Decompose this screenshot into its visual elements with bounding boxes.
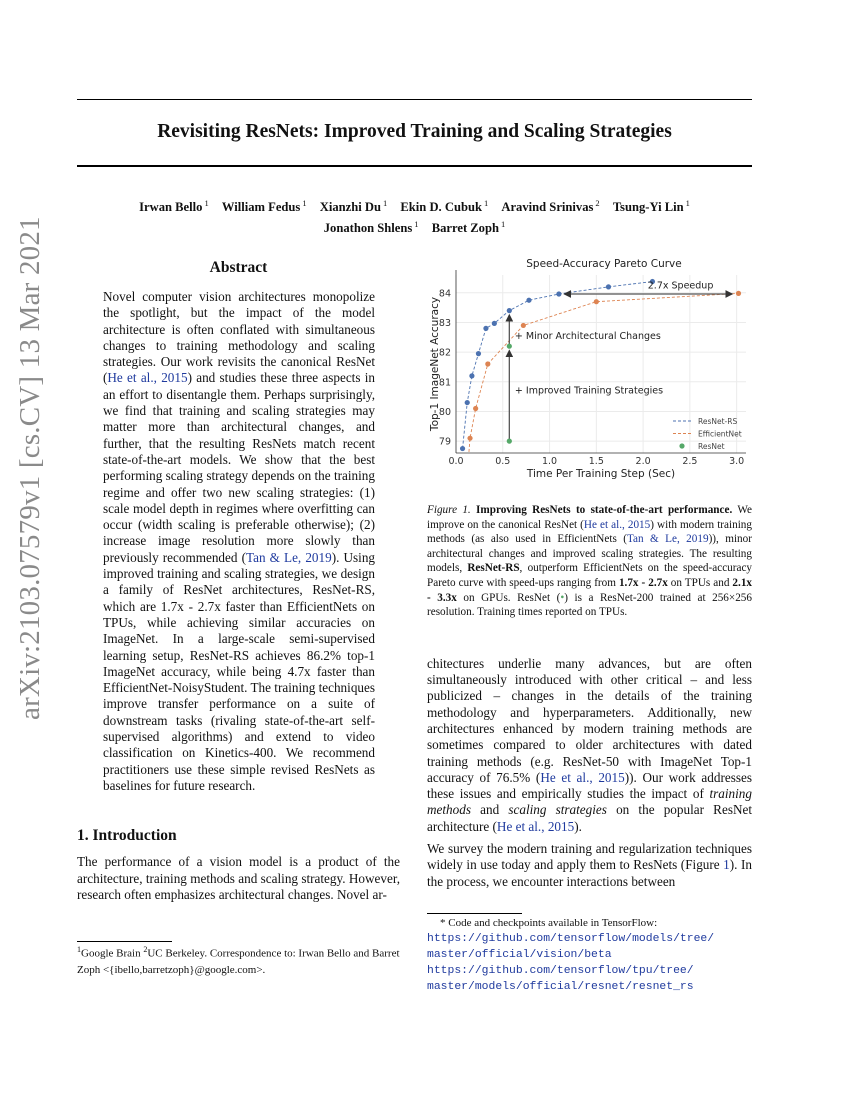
x-tick-label: 1.0 xyxy=(541,456,558,467)
introduction-heading: 1. Introduction xyxy=(77,827,177,845)
data-point-efficientnet xyxy=(594,299,599,304)
author-affiliation: 1 xyxy=(383,198,388,208)
author-affiliation: 1 xyxy=(414,219,419,230)
y-tick-label: 84 xyxy=(438,288,451,300)
data-point-efficientnet xyxy=(467,436,472,441)
author xyxy=(432,221,506,235)
text-segment: , outperform EfficientNets on the speed-accuracy Pareto curve with speed-ups ranging from xyxy=(427,562,752,589)
author-affiliation: 1 xyxy=(685,198,690,208)
abstract-heading: Abstract xyxy=(209,259,268,276)
pareto-chart xyxy=(415,255,760,490)
italic-text: Figure 1. xyxy=(427,504,477,516)
architecture-annotation: + Minor Architectural Changes xyxy=(514,330,661,342)
resnet-marker-symbol: • xyxy=(560,591,565,604)
author-name: Aravind Srinivas xyxy=(501,200,594,215)
author-name: Jonathon Shlens xyxy=(323,221,413,236)
data-point-resnet-rs xyxy=(556,291,561,296)
author xyxy=(320,200,388,214)
data-point-resnet-rs xyxy=(465,400,470,405)
author xyxy=(501,200,599,214)
author-name: Irwan Bello xyxy=(139,200,203,215)
text-segment: on GPUs. ResNet ( xyxy=(456,591,561,604)
code-url-2b[interactable]: master/models/official/resnet/resnet_rs xyxy=(427,981,694,993)
y-tick-label: 82 xyxy=(438,347,451,359)
legend-label: ResNet xyxy=(698,442,725,451)
intro-text-left xyxy=(77,854,400,903)
data-point-efficientnet xyxy=(736,291,741,296)
intro-text-right-p2 xyxy=(427,841,752,890)
author xyxy=(324,221,419,235)
footnote-affiliations xyxy=(77,942,400,978)
footnote-mark: 2 xyxy=(143,945,148,955)
author xyxy=(222,200,307,214)
italic-text: training methods xyxy=(427,786,752,818)
authors-line-1 xyxy=(77,195,752,216)
citation-link[interactable]: Tan & Le, 2019 xyxy=(245,549,332,565)
code-urls xyxy=(427,931,752,995)
text-segment: on the popular ResNet architecture ( xyxy=(427,802,752,834)
arxiv-stamp: arXiv:2103.07579v1 [cs.CV] 13 Mar 2021 xyxy=(14,216,46,720)
citation-link[interactable]: He et al., 2015 xyxy=(540,769,625,785)
left-column xyxy=(77,258,400,978)
plot-area xyxy=(456,275,746,453)
bold-text: ResNet-RS xyxy=(467,562,520,575)
code-footnote: * Code and checkpoints available in TensorFlow: xyxy=(440,916,658,929)
x-axis-label: Time Per Training Step (Sec) xyxy=(526,468,676,480)
code-url-1a[interactable]: https://github.com/tensorflow/models/tree/ xyxy=(427,933,715,945)
right-column xyxy=(427,503,752,995)
data-point-resnet-rs xyxy=(483,326,488,331)
footnote-rule-right xyxy=(427,913,522,914)
footnote-mark: 1 xyxy=(77,945,81,955)
text-segment: We survey the modern training and regularization techniques widely in use today and apply them to ResNets (Figure xyxy=(427,841,752,873)
text-segment: UC Berkeley. Correspondence to: Irwan Bello and Barret Zoph <{ibello,barretzoph}@google.com>. xyxy=(77,948,400,976)
data-point-resnet xyxy=(507,344,512,349)
author-affiliation: 2 xyxy=(595,198,600,208)
data-point-resnet-rs xyxy=(492,321,497,326)
author-name: Barret Zoph xyxy=(431,221,499,236)
code-url-1b[interactable]: master/official/vision/beta xyxy=(427,949,612,961)
intro-text-right-p1 xyxy=(427,656,752,835)
top-rule xyxy=(77,99,752,100)
author-affiliation: 1 xyxy=(483,198,489,208)
citation-link[interactable]: 1 xyxy=(723,857,730,873)
text-segment: ). xyxy=(574,818,582,834)
code-url-2a[interactable]: https://github.com/tensorflow/tpu/tree/ xyxy=(427,965,694,977)
data-point-efficientnet xyxy=(521,323,526,328)
author-list xyxy=(77,195,752,237)
data-point-resnet-rs xyxy=(526,298,531,303)
y-tick-label: 81 xyxy=(438,377,451,389)
text-segment: ) with modern training methods (as also used in EfficientNets ( xyxy=(427,518,752,546)
abstract-text xyxy=(103,289,375,794)
citation-link[interactable]: He et al., 2015 xyxy=(107,370,188,386)
footnote-block-left xyxy=(77,933,400,978)
data-point-efficientnet xyxy=(473,406,478,411)
text-segment: ). In the process, we encounter interactions between xyxy=(427,857,752,889)
author xyxy=(613,200,690,214)
author-name: Tsung-Yi Lin xyxy=(612,200,684,215)
author-affiliation: 1 xyxy=(501,219,506,230)
text-segment: chitectures underlie many advances, but are often simultaneously introduced with other critical – and less publicized – changes in the details of the training methodology and hyperparameters. Additionally, new architectures enhanced by modern training methods are sometimes compared to older architectures with dated training methods (e.g. ResNet-50 with ImageNet Top-1 accuracy of 76.5% ( xyxy=(427,655,752,785)
data-point-resnet-rs xyxy=(606,284,611,289)
author-name: William Fedus xyxy=(221,200,301,215)
chart-title: Speed-Accuracy Pareto Curve xyxy=(526,258,682,270)
y-axis-label: Top-1 ImageNet Accuracy xyxy=(429,296,441,432)
legend-label: EfficientNet xyxy=(698,429,742,439)
author-name: Xianzhi Du xyxy=(319,200,381,215)
legend-swatch xyxy=(679,443,684,448)
footnote-block-right xyxy=(427,905,752,996)
legend-label: ResNet-RS xyxy=(698,417,738,426)
text-segment: )). Our work addresses these issues and empirically studies the impact of xyxy=(427,769,752,802)
text-segment: The performance of a vision model is a product of the architecture, training methods and scaling strategy. However, research often emphasizes architectural changes. Novel ar- xyxy=(77,854,400,902)
y-tick-label: 80 xyxy=(438,406,451,418)
data-point-resnet-rs xyxy=(476,351,481,356)
data-point-resnet xyxy=(507,439,512,444)
author-affiliation: 1 xyxy=(302,198,307,208)
text-segment: )), minor architectural changes and improved scaling strategies. The resulting models, xyxy=(427,533,752,575)
bold-text: 1.7x - 2.7x xyxy=(618,576,668,589)
text-segment: on TPUs and xyxy=(667,576,733,589)
speedup-annotation: 2.7x Speedup xyxy=(647,280,714,292)
x-tick-label: 2.5 xyxy=(682,456,698,467)
citation-link[interactable]: Tan & Le, 2019 xyxy=(626,533,709,546)
data-point-efficientnet xyxy=(485,361,490,366)
bold-text: 2.1x - 3.3x xyxy=(427,576,752,604)
citation-link[interactable]: He et al., 2015 xyxy=(583,518,651,531)
x-tick-label: 1.5 xyxy=(588,456,604,467)
bold-text: Improving ResNets to state-of-the-art performance. xyxy=(476,504,733,516)
author xyxy=(400,200,488,214)
x-tick-label: 2.0 xyxy=(635,456,651,467)
y-tick-label: 79 xyxy=(438,436,451,448)
data-point-resnet-rs xyxy=(469,373,474,378)
text-segment: Novel computer vision architectures monopolize the spotlight, but the impact of the model architecture is often conflated with simultaneous changes to training methodology and scaling strategies. Our work revisits the canonical ResNet ( xyxy=(103,289,375,386)
x-tick-label: 3.0 xyxy=(729,456,745,467)
author xyxy=(139,200,209,214)
data-point-resnet-rs xyxy=(460,446,465,451)
x-tick-label: 0.5 xyxy=(495,456,511,467)
text-segment: and xyxy=(470,802,509,818)
text-segment: Google Brain xyxy=(81,948,144,960)
training-annotation: + Improved Training Strategies xyxy=(514,385,664,397)
italic-text: scaling strategies xyxy=(508,802,607,818)
figure-1-caption xyxy=(427,503,752,620)
author-name: Ekin D. Cubuk xyxy=(400,200,482,215)
paper-title: Revisiting ResNets: Improved Training and Scaling Strategies xyxy=(157,121,672,142)
text-segment: ) is a ResNet-200 trained at 256×256 resolution. Training times reported on TPUs. xyxy=(427,591,752,619)
authors-line-2 xyxy=(77,216,752,237)
title-rule xyxy=(77,165,752,167)
text-segment: ) and studies these three aspects in an effort to disentangle them. Perhaps surprisingly, we find that training and scaling strategies may matter more than architectural changes, and further, that the resulting ResNets match recent state-of-the-art models. We show that the best performing scaling strategy depends on the training regime and offer two new scaling strategies: (1) scale model depth in regimes where overfitting can occur (width scaling is preferable otherwise); (2) increase image resolution more slowly than previously recommended ( xyxy=(103,370,375,565)
text-segment: ). Using improved training and scaling strategies, we design a family of ResNet architectures, ResNet-RS, which are 1.7x - 2.7x faster than EfficientNets on TPUs, while achieving similar accuracies on ImageNet. In a large-scale semi-supervised learning setup, ResNet-RS achieves 86.2% top-1 ImageNet accuracy, while being 4.7x faster than EfficientNet-NoisyStudent. The training techniques improve transfer performance on a suite of downstream tasks (rivaling state-of-the-art self-supervised algorithms) and extend to video classification on Kinetics-400. We recommend practitioners use these simple revised ResNets as baselines for future research. xyxy=(103,549,376,793)
citation-link[interactable]: He et al., 2015 xyxy=(496,818,575,834)
x-tick-label: 0.0 xyxy=(448,456,464,467)
author-affiliation: 1 xyxy=(204,198,209,208)
text-segment: We improve on the canonical ResNet ( xyxy=(427,504,752,531)
y-tick-label: 83 xyxy=(438,317,451,329)
data-point-resnet-rs xyxy=(507,308,512,313)
